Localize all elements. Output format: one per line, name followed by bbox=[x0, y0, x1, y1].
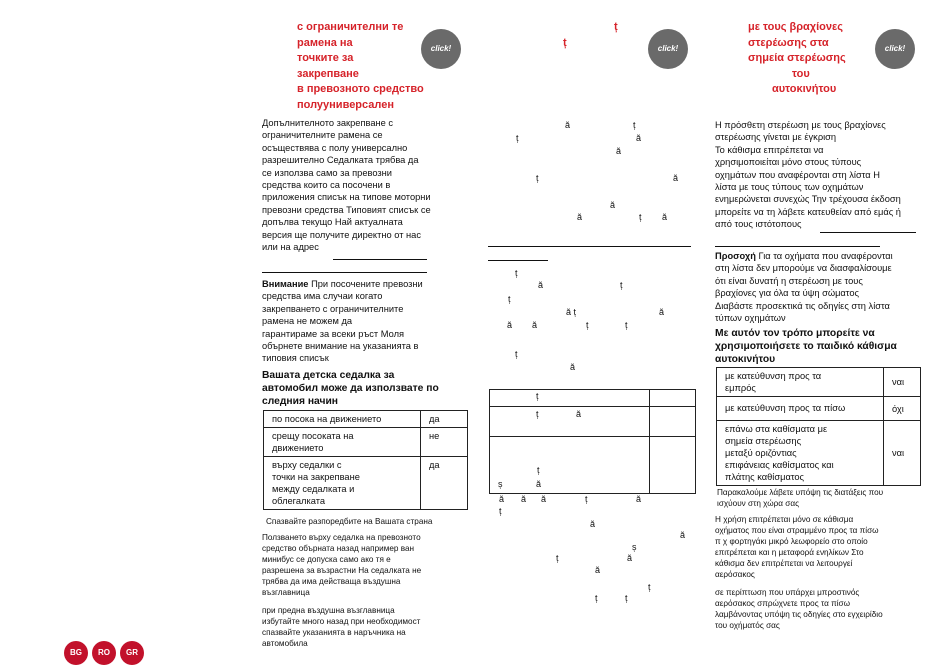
ro-glyph-fragment: ă bbox=[499, 494, 505, 504]
ro-glyph-fragment: ă ț bbox=[566, 307, 577, 317]
ro-glyph-fragment: ț bbox=[556, 553, 559, 563]
table-cell: да bbox=[421, 411, 468, 428]
ro-glyph-fragment: ă bbox=[507, 320, 513, 330]
ro-glyph-fragment: ț bbox=[648, 582, 651, 592]
table-cell bbox=[264, 411, 421, 428]
ro-usage-table bbox=[489, 389, 696, 494]
heading-line: αυτοκινήτου bbox=[715, 354, 776, 365]
text-line: превозни средства Типовият списък се bbox=[262, 204, 431, 215]
gr-note-3 bbox=[715, 587, 935, 631]
ro-glyph-fragment: ț bbox=[595, 593, 598, 603]
text-line: средство обърната назад например ван bbox=[262, 544, 415, 553]
bg-usage-table bbox=[263, 410, 468, 510]
text-line: обърнете внимание на указанията в bbox=[262, 341, 419, 352]
text-line: рамена не можем да bbox=[262, 316, 353, 327]
ro-glyph-fragment: ă bbox=[541, 494, 547, 504]
ro-glyph-fragment: ă bbox=[673, 173, 679, 183]
title-line: του bbox=[792, 67, 810, 80]
title-line: με τους βραχίονες bbox=[748, 21, 843, 33]
ro-glyph-fragment: ț bbox=[537, 465, 540, 475]
cell-line: εμπρός bbox=[725, 383, 756, 393]
text-line: Η πρόσθετη στερέωση με τους βραχίονες bbox=[715, 120, 886, 130]
text-line: При посочените превозни bbox=[308, 279, 423, 289]
title-line: αυτοκινήτου bbox=[772, 83, 837, 95]
title-line: рамена на bbox=[297, 36, 353, 49]
click-icon: click! bbox=[421, 29, 461, 69]
table-divider bbox=[490, 406, 695, 407]
language-flag-bg[interactable]: BG bbox=[64, 641, 88, 665]
text-line: επιτρέπεται και η μεταφορά ενηλίκων Στο bbox=[715, 548, 864, 557]
address-line bbox=[333, 259, 427, 260]
ro-glyph-fragment: ă bbox=[662, 212, 668, 222]
caution-label: Προσοχή bbox=[715, 251, 756, 261]
title-line: σημεία στερέωσης bbox=[748, 52, 846, 64]
text-line: трябва да има действаща въздушна bbox=[262, 577, 401, 586]
title-line: в превозното средство bbox=[297, 83, 424, 95]
table-row bbox=[717, 421, 921, 486]
warning-label: Внимание bbox=[262, 279, 309, 289]
ro-glyph-fragment: ă bbox=[577, 212, 583, 222]
language-flag-ro[interactable]: RO bbox=[92, 641, 116, 665]
table-cell bbox=[717, 421, 884, 486]
gr-section-title bbox=[748, 20, 888, 98]
bg-intro-paragraph bbox=[262, 117, 472, 253]
ro-glyph-fragment: ț bbox=[515, 268, 518, 278]
title-line: с ограничителни те bbox=[297, 21, 404, 33]
ro-glyph-fragment: ă bbox=[590, 519, 596, 529]
title-line: полууниверсален bbox=[297, 98, 395, 111]
table-divider bbox=[490, 436, 695, 437]
text-line: οχημάτων που αναφέρονται στη λίστα Η bbox=[715, 169, 880, 180]
cell-line: точки на закрепване bbox=[272, 472, 360, 482]
table-cell bbox=[264, 428, 421, 457]
cell-line: μεταξύ οριζόντιας bbox=[725, 448, 797, 458]
ro-glyph-fragment: ă bbox=[610, 200, 616, 210]
ro-glyph-fragment: ț bbox=[516, 133, 519, 143]
ro-glyph-fragment: ă bbox=[576, 409, 582, 419]
cell-line: върху седалки с bbox=[272, 460, 342, 470]
gr-caution-paragraph bbox=[715, 250, 930, 324]
address-line-2 bbox=[262, 272, 427, 273]
ro-glyph-fragment: ă bbox=[627, 553, 633, 563]
gr-usage-table bbox=[716, 367, 921, 486]
cell-line: με κατεύθυνση προς τα πίσω bbox=[725, 403, 846, 413]
text-line: Παρακαλούμε λάβετε υπόψη τις διατάξεις που bbox=[717, 488, 884, 497]
gr-note-2 bbox=[715, 514, 935, 580]
click-icon: click! bbox=[648, 29, 688, 69]
ro-glyph-fragment: ț bbox=[586, 320, 589, 330]
ro-glyph-fragment: ă bbox=[595, 565, 601, 575]
heading-line: χρησιμοποιήσετε το παιδικό κάθισμα bbox=[715, 341, 897, 352]
text-line: Допълнителното закрепване с bbox=[262, 118, 394, 128]
heading-line: следния начин bbox=[262, 396, 339, 407]
table-row bbox=[717, 368, 921, 397]
ro-glyph-fragment: ă bbox=[659, 307, 665, 317]
text-line: средства които са посочени в bbox=[262, 180, 391, 191]
text-line: се използва само за превозни bbox=[262, 167, 392, 178]
gr-usage-heading bbox=[715, 327, 935, 366]
text-line: σε περίπτωση που υπάρχει μπροστινός bbox=[715, 588, 860, 597]
text-line: закрепването с ограничителните bbox=[262, 303, 404, 314]
ro-glyph-fragment: ă bbox=[538, 280, 544, 290]
text-line: гарантираме за всеки ръст Моля bbox=[262, 328, 405, 339]
text-line: възглавница bbox=[262, 588, 310, 597]
bg-section-title bbox=[297, 20, 427, 113]
cell-line: движението bbox=[272, 443, 324, 453]
ro-glyph-fragment: ț bbox=[639, 212, 642, 222]
gr-note-1 bbox=[717, 487, 932, 509]
text-line: средства има случаи когато bbox=[262, 291, 383, 302]
cell-line: между седалката и bbox=[272, 484, 355, 494]
table-row bbox=[264, 457, 468, 510]
table-row bbox=[264, 428, 468, 457]
ro-glyph-fragment: ț bbox=[625, 593, 628, 603]
table-cell: όχι bbox=[884, 397, 921, 421]
text-line: ότι είναι δυνατή η στερέωση με τους bbox=[715, 275, 863, 286]
title-line: точките за bbox=[297, 52, 354, 64]
text-line: разрешително Седалката трябва да bbox=[262, 155, 419, 166]
ro-glyph-fragment: ț bbox=[536, 391, 539, 401]
text-line: избутайте много назад при необходимост bbox=[262, 617, 421, 626]
text-line: Η χρήση επιτρέπεται μόνο σε κάθισμα bbox=[715, 515, 854, 524]
text-line: типовия списък bbox=[262, 353, 329, 364]
text-line: Το κάθισμα επιτρέπεται να bbox=[715, 144, 824, 155]
text-line: στη λίστα δεν μπορούμε να διασφαλίσουμε bbox=[715, 263, 892, 274]
cell-line: επάνω στα καθίσματα με bbox=[725, 424, 828, 434]
ro-glyph-fragment: ș bbox=[632, 542, 637, 552]
text-line: приложения списък на типове моторни bbox=[262, 192, 431, 203]
ro-glyph-fragment: ă bbox=[636, 494, 642, 504]
ro-glyph-fragment: ă bbox=[532, 320, 538, 330]
text-line: версия ще получите директно от нас bbox=[262, 229, 421, 240]
text-line: спазвайте указанията в наръчника на bbox=[262, 628, 406, 637]
text-line: οχήματος που είναι στραμμένο προς τα πίσω bbox=[715, 526, 879, 535]
bg-usage-heading bbox=[262, 369, 472, 408]
title-line: закрепване bbox=[297, 67, 359, 80]
text-line: χρησιμοποιείται μόνο στους τύπους bbox=[715, 157, 862, 168]
bg-note-3 bbox=[262, 605, 472, 649]
ro-line bbox=[488, 246, 691, 247]
ro-title-fragment: ț bbox=[614, 21, 618, 33]
heading-line: Με αυτόν τον τρόπο μπορείτε να bbox=[715, 328, 875, 339]
text-line: αερόσακος bbox=[715, 570, 755, 579]
table-row bbox=[717, 397, 921, 421]
table-cell: не bbox=[421, 428, 468, 457]
ro-glyph-fragment: ț bbox=[620, 280, 623, 290]
text-line: λίστα με τους τύπους των οχημάτων bbox=[715, 182, 864, 193]
text-line: κάθισμα δεν επιτρέπεται να λειτουργεί bbox=[715, 559, 853, 568]
text-line: μπορείτε να τη λάβετε κατευθείαν από εμάς ή bbox=[715, 206, 901, 217]
table-cell: ναι bbox=[884, 368, 921, 397]
heading-line: автомобил може да използвате по bbox=[262, 383, 439, 394]
ro-glyph-fragment: ă bbox=[565, 120, 571, 130]
ro-glyph-fragment: ă bbox=[536, 479, 542, 489]
gr-intro-paragraph bbox=[715, 119, 930, 231]
ro-glyph-fragment: ș bbox=[498, 479, 503, 489]
table-cell bbox=[717, 368, 884, 397]
ro-glyph-fragment: ă bbox=[521, 494, 527, 504]
cell-line: πλάτης καθίσματος bbox=[725, 472, 805, 482]
text-line: από τους ιστότοπους bbox=[715, 219, 802, 230]
ro-glyph-fragment: ț bbox=[508, 294, 511, 304]
table-cell: ναι bbox=[884, 421, 921, 486]
text-line: βραχίονες για όλα τα ύψη σώματος bbox=[715, 288, 859, 299]
text-line: допълва текущо Най актуалната bbox=[262, 217, 403, 228]
text-line: π χ φορτηγάκι μικρό λεωφορείο στο οποίο bbox=[715, 537, 868, 546]
text-line: Ползването върху седалка на превозното bbox=[262, 533, 421, 542]
cell-line: επιφάνειας καθίσματος και bbox=[725, 460, 834, 470]
text-line: ενημερώνεται συνεχώς Την τρέχουσα έκδοση bbox=[715, 194, 901, 205]
table-cell bbox=[264, 457, 421, 510]
text-line: τύπων οχημάτων bbox=[715, 313, 786, 324]
website-line bbox=[820, 232, 916, 233]
text-line: минибус се допуска само ако тя е bbox=[262, 555, 391, 564]
text-line: автомобила bbox=[262, 639, 308, 648]
table-row bbox=[264, 411, 468, 428]
language-flag-gr[interactable]: GR bbox=[120, 641, 144, 665]
table-cell: да bbox=[421, 457, 468, 510]
title-line: στερέωσης στα bbox=[748, 36, 829, 49]
bg-note-2 bbox=[262, 532, 472, 598]
ro-glyph-fragment: ă bbox=[636, 133, 642, 143]
ro-glyph-fragment: ă bbox=[616, 146, 622, 156]
ro-glyph-fragment: ț bbox=[625, 320, 628, 330]
website-line-2 bbox=[715, 246, 880, 247]
text-line: Διαβάστε προσεκτικά τις οδηγίες στη λίστα bbox=[715, 300, 890, 311]
ro-glyph-fragment: ă bbox=[570, 362, 576, 372]
heading-line: Вашата детска седалка за bbox=[262, 370, 395, 381]
text-line: του οχήματός σας bbox=[715, 621, 780, 630]
text-line: στερέωσης γίνεται με έγκριση bbox=[715, 132, 837, 143]
text-line: ограничителните рамена се bbox=[262, 130, 383, 141]
ro-glyph-fragment: ț bbox=[536, 409, 539, 419]
bg-warning-paragraph bbox=[262, 278, 472, 365]
cell-line: срещу посоката на bbox=[272, 431, 354, 441]
text-line: Για τα οχήματα που αναφέρονται bbox=[755, 251, 893, 261]
cell-line: με κατεύθυνση προς τα bbox=[725, 371, 822, 381]
ro-glyph-fragment: ț bbox=[515, 349, 518, 359]
bg-note-1: Спазвайте разпоредбите на Вашата страна bbox=[266, 517, 433, 526]
ro-glyph-fragment: ț bbox=[633, 120, 636, 130]
cell-line: по посока на движението bbox=[272, 414, 382, 424]
text-line: при предна въздушна възглавница bbox=[262, 606, 395, 615]
ro-glyph-fragment: ă bbox=[680, 530, 686, 540]
text-line: αερόσακος σπρώχνετε προς τα πίσω bbox=[715, 599, 851, 608]
cell-line: облегалката bbox=[272, 496, 326, 506]
table-cell bbox=[717, 397, 884, 421]
text-line: ισχύουν στη χώρα σας bbox=[717, 499, 800, 508]
text-line: осъществява с полу универсално bbox=[262, 142, 408, 153]
text-line: λαμβάνοντας υπόψη τις οδηγίες στο εγχειρίδιο bbox=[715, 610, 883, 619]
cell-line: σημεία στερέωσης bbox=[725, 436, 802, 446]
ro-glyph-fragment: ț bbox=[499, 506, 502, 516]
text-line: или на адрес bbox=[262, 242, 319, 253]
click-icon: click! bbox=[875, 29, 915, 69]
text-line: разрешена за възрастни На седалката не bbox=[262, 566, 422, 575]
ro-glyph-fragment: ț bbox=[585, 494, 588, 504]
ro-line-short bbox=[488, 260, 548, 261]
ro-glyph-fragment: ț bbox=[536, 173, 539, 183]
ro-title-fragment: ț bbox=[563, 37, 567, 49]
